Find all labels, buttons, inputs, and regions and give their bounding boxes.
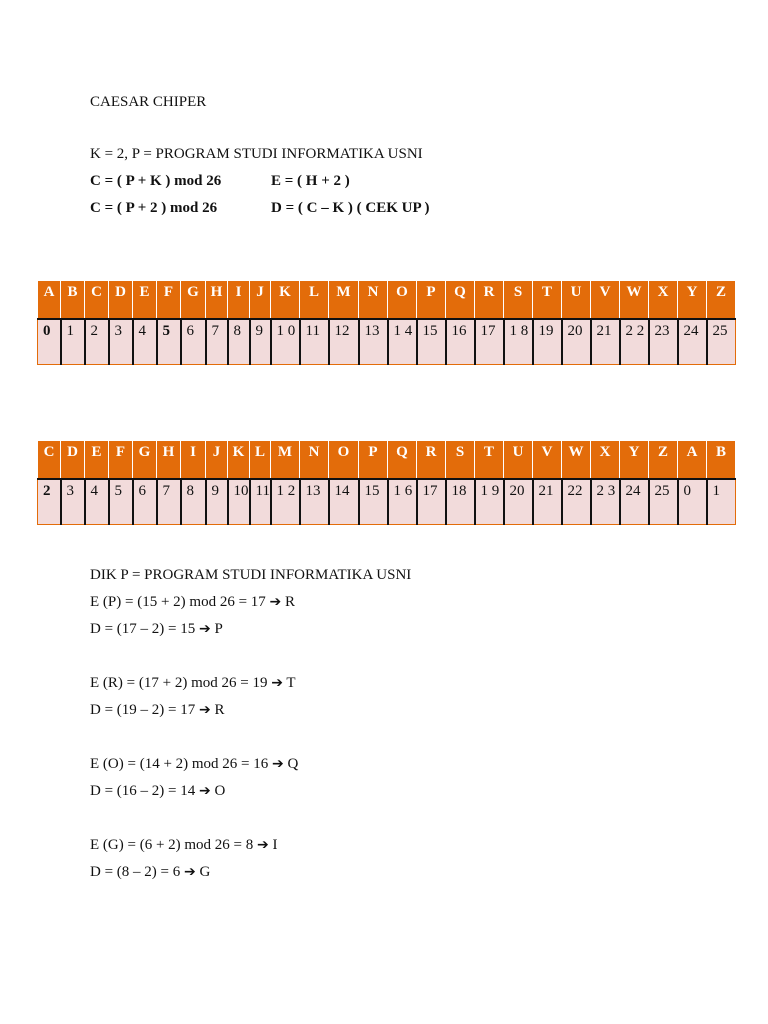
letter-cell: X [591,441,620,479]
letter-cell: M [271,441,300,479]
dec-example [90,778,411,805]
letter-cell: Y [678,281,707,319]
number-cell: 17 [475,319,504,365]
letter-cell: N [300,441,329,479]
number-cell: 4 [85,479,109,525]
enc-text: E (P) = (15 + 2) mod 26 = 17 [90,594,266,610]
letter-cell: N [359,281,388,319]
letter-cell: L [300,281,329,319]
letter-cell: R [417,441,446,479]
number-cell: 24 [620,479,649,525]
encrypt-formula-k2: C = ( P + 2 ) mod 26 [90,200,218,216]
enc-example [90,751,411,778]
letter-cell: K [271,281,300,319]
number-cell: 4 [133,319,157,365]
letter-cell: Z [649,441,678,479]
encrypt-formula: C = ( P + K ) mod 26 [90,173,222,189]
letter-cell: S [446,441,475,479]
number-row [38,479,736,525]
number-cell: 2 3 [591,479,620,525]
formula-row [90,168,430,195]
number-cell: 14 [329,479,359,525]
enc-result: Q [287,756,299,772]
number-cell: 20 [562,319,591,365]
number-cell: 21 [533,479,562,525]
arrow-right-icon: ➔ [199,783,211,799]
number-cell: 25 [707,319,736,365]
number-cell: 1 8 [504,319,533,365]
plain-alphabet-table [37,281,736,365]
number-cell: 15 [417,319,446,365]
letter-cell: Q [388,441,417,479]
letter-cell: P [359,441,388,479]
letter-cell: B [707,441,736,479]
letter-cell: I [228,281,250,319]
number-row [38,319,736,365]
letter-cell: D [109,281,133,319]
enc-example [90,832,411,859]
letter-cell: U [504,441,533,479]
number-cell: 21 [591,319,620,365]
number-cell: 16 [446,319,475,365]
number-cell: 22 [562,479,591,525]
decrypt-formula: D = ( C – K ) ( CEK UP ) [271,200,430,216]
arrow-right-icon: ➔ [184,864,196,880]
letter-cell: G [133,441,157,479]
enc-result: T [286,675,296,691]
arrow-right-icon: ➔ [199,621,211,637]
arrow-right-icon: ➔ [271,675,283,691]
letter-cell: I [181,441,206,479]
number-cell: 10 [228,479,250,525]
examples-section [90,562,411,886]
letter-cell: A [678,441,707,479]
number-cell: 9 [206,479,228,525]
number-cell: 12 [329,319,359,365]
letter-cell: E [85,441,109,479]
dec-result: R [214,702,225,718]
enc-text: E (O) = (14 + 2) mod 26 = 16 [90,756,269,772]
arrow-right-icon: ➔ [257,837,269,853]
shifted-alphabet-table [37,441,736,525]
letter-cell: O [329,441,359,479]
number-cell: 13 [300,479,329,525]
number-cell: 0 [678,479,707,525]
letter-row [38,281,736,319]
dec-text: D = (8 – 2) = 6 [90,864,181,880]
letter-cell: A [38,281,61,319]
number-cell: 23 [649,319,678,365]
dec-example [90,859,411,886]
letter-cell: Z [707,281,736,319]
letter-cell: C [85,281,109,319]
letter-cell: H [206,281,228,319]
letter-cell: C [38,441,61,479]
formula-row [90,195,430,222]
arrow-right-icon: ➔ [269,594,282,610]
letter-cell: J [250,281,271,319]
letter-cell: T [475,441,504,479]
number-cell: 1 9 [475,479,504,525]
number-cell: 8 [228,319,250,365]
number-cell: 6 [133,479,157,525]
enc-result: I [272,837,278,853]
dec-text: D = (17 – 2) = 15 [90,621,196,637]
letter-cell: J [206,441,228,479]
dec-text: D = (16 – 2) = 14 [90,783,196,799]
letter-cell: S [504,281,533,319]
letter-cell: T [533,281,562,319]
number-cell: 1 0 [271,319,300,365]
letter-cell: W [562,441,591,479]
number-cell: 17 [417,479,446,525]
number-cell: 1 6 [388,479,417,525]
dec-text: D = (19 – 2) = 17 [90,702,196,718]
number-cell: 2 [38,479,61,525]
arrow-right-icon: ➔ [199,702,211,718]
letter-cell: V [533,441,562,479]
letter-cell: R [475,281,504,319]
letter-cell: O [388,281,417,319]
number-cell: 9 [250,319,271,365]
letter-row [38,441,736,479]
spacer [90,724,411,751]
enc-result: R [285,594,296,610]
number-cell: 18 [446,479,475,525]
key-line: K = 2, P = PROGRAM STUDI INFORMATIKA USNI [90,146,423,162]
letter-cell: G [181,281,206,319]
enc-text: E (G) = (6 + 2) mod 26 = 8 [90,837,254,853]
letter-cell: H [157,441,181,479]
letter-cell: D [61,441,85,479]
dec-example [90,616,411,643]
number-cell: 1 2 [271,479,300,525]
enc-example [90,589,411,616]
number-cell: 7 [206,319,228,365]
number-cell: 2 2 [620,319,649,365]
number-cell: 11 [300,319,329,365]
number-cell: 24 [678,319,707,365]
letter-cell: X [649,281,678,319]
number-cell: 5 [109,479,133,525]
letter-cell: B [61,281,85,319]
number-cell: 1 [61,319,85,365]
number-cell: 8 [181,479,206,525]
letter-cell: F [157,281,181,319]
encrypt-example-formula: E = ( H + 2 ) [271,173,350,189]
examples-intro: DIK P = PROGRAM STUDI INFORMATIKA USNI [90,567,412,583]
formula-section [90,141,430,222]
letter-cell: Y [620,441,649,479]
number-cell: 1 4 [388,319,417,365]
letter-cell: K [228,441,250,479]
spacer [90,643,411,670]
number-cell: 1 [707,479,736,525]
letter-cell: L [250,441,271,479]
number-cell: 0 [38,319,61,365]
letter-cell: W [620,281,649,319]
number-cell: 19 [533,319,562,365]
number-cell: 11 [250,479,271,525]
number-cell: 2 [85,319,109,365]
enc-text: E (R) = (17 + 2) mod 26 = 19 [90,675,268,691]
number-cell: 20 [504,479,533,525]
dec-example [90,697,411,724]
enc-example [90,670,411,697]
number-cell: 6 [181,319,206,365]
number-cell: 5 [157,319,181,365]
number-cell: 3 [61,479,85,525]
arrow-right-icon: ➔ [272,756,284,772]
dec-result: P [214,621,223,637]
document-title: CAESAR CHIPER [90,94,207,110]
letter-cell: U [562,281,591,319]
number-cell: 25 [649,479,678,525]
letter-cell: P [417,281,446,319]
number-cell: 15 [359,479,388,525]
letter-cell: E [133,281,157,319]
number-cell: 13 [359,319,388,365]
letter-cell: V [591,281,620,319]
dec-result: G [199,864,211,880]
letter-cell: Q [446,281,475,319]
number-cell: 3 [109,319,133,365]
number-cell: 7 [157,479,181,525]
letter-cell: M [329,281,359,319]
letter-cell: F [109,441,133,479]
dec-result: O [214,783,226,799]
spacer [90,805,411,832]
